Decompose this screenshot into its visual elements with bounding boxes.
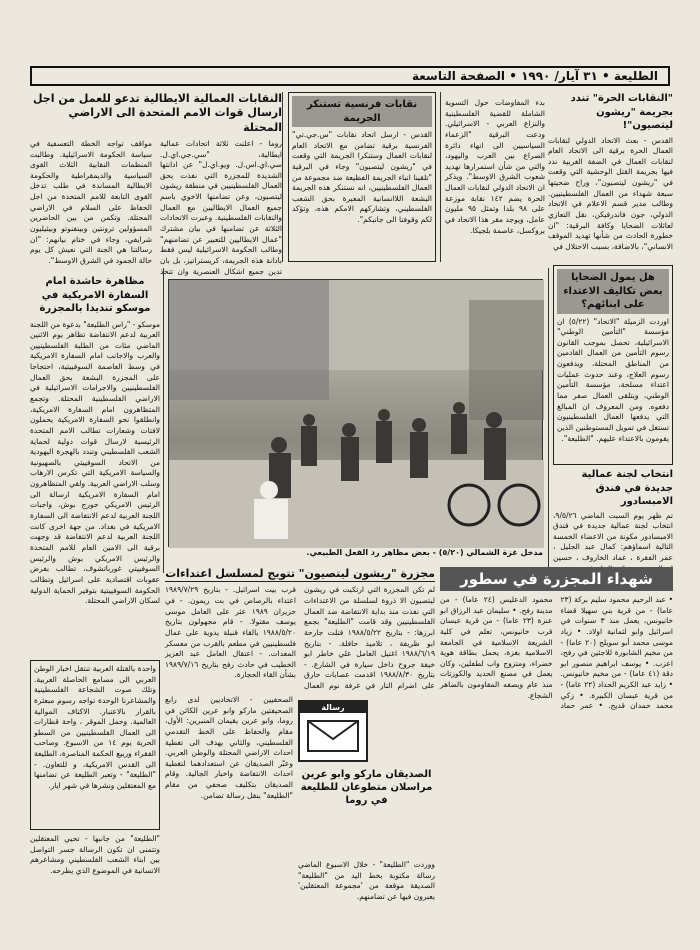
envelope-icon [300, 713, 366, 757]
article-headline: مظاهرة حاشدة امام السفارة الامريكية في موسكو تنديدا بالمجزرة [39, 276, 151, 314]
article-body: موسكو - "راس الطليعة" بدعوة من اللجنة العربية لدعم الانتفاضة تظاهر يوم الاثنين الماضي مئات من الطلبة الفلسطينيين والعرب والاجانب امام السفارة الامريكية في وسط العاصمة السوفييتية، احتجاجا على المجزرة البشعة بحق العمال الفلسطينيين والاجرامات الاسرائيلية في الاراضي الفلسطينية المحتلة. وتجمع المتظاهرون امام السفارة الامريكية، وانطلقوا نحو السفارة الامريكية يحملون لافتات وشعارات تطالب الامم المتحدة الرئيسية لارسال قوات دولية لحماية الشعب الفلسطيني وتندد بالهجرة اليهودية من الاتحاد السوفييتي بالصهيونية والسياسة الامريكية التي تكرس الارهاب وسلب الاراضي العربية. ولقي المتظاهرون امام السفارة الامريكية ارسالة الى الرئيس الامريكي جورج بوش، واجبات اللجنة العربية لدعم الانتفاضة الى السفارة الامريكية في بغداد. من جهة اخرى كانت اللجنة العربية لدعم الانتفاضة قد وجهت برقية الى الامين العام للامم المتحدة والرئيس الامريكي بوش والرئيس السوفييتي غورباتشوف، تطالب بفرض عقوبات اقتصادية على اسرائيل وتطالب الحكومة السوفييتية بتوفير الحماية الدولية لسكان الاراضي المحتلة. [30, 319, 160, 606]
article-body: اوردت الزميلة "الاتحاد" (٥/٢٢) ان مؤسسة "التأمين الوطني" الاسرائيلية، تحصل بموجب القانون رسوم التأمين من العمال القادمين من المناطق المحتلة، ويدفعون رسوم العلاج، وعند حدوث عمليات اعتداء مسلحة، مؤسسة التأمين الوطني، ويتلقى العمال صفر مما دفعوه. ومن المعروف ان المبالغ التي يدفعها العمال الفلسطينيون تستغل في تمويل المستوطنين الذين يقومون بالاعتداء عليهم. "الطليعة". [557, 316, 669, 443]
article-body: القدس - بعث الاتحاد الدولي لنقابات العمال الحرة برقية الى الاتحاد العام لنقابات العمال في الضفة الغربية ندد فيها بجريمة القتل الوحشية التي وقعت في "ريشون ليتصيون"، وراح ضحيتها سبعة شهداء من العمال الفلسطينيين. وطالب مدير قسم الاعلام في الاتحاد الدولي، جون فاندرفيكن، نقل التعازي لعائلات الضحايا وكافة البرقية: "ان خطورة الحادث من شأنها تهديد الموقف الانساني"، بالاضافة، بسبب الاحتلال في [548, 135, 673, 251]
article-body: • عبد الرحيم محمود سليم بركة (٢٣ عاما) - من قرية بني سهيلا قضاء خانيونس، يعمل منذ ٣ سنوات في اسرائيل وابو لثمانية اولاد. • زياد موسى محمد أبو سويلح (٢٠ عاما) - من مخيم الشابورة للاجئين في رفح، اعزب. • يوسف ابراهيم منصور ابو دقة (٤١ عاما) - من مخيم خانيونس. • زايد عبد الكريم الحداد (٢٢ عاما) - من قرية عبسان الكبيرة. • زكي محمد حمدان قديح. • عمر حماد محمود الدعليس (٢٤ عاما) - من مدينة رفح. • سليمان عبد الرزاق ابو عنزة (٢٣ عاما) - من قرية عبسان قرب خانيونس، تعلم في كلية الشريعة الاسلامية في الجامعة الاسلامية بغزة، يحمل بطاقة هوية خضراء، ومتزوج واب لطفلين، وكان يعمل في مصنع الحديد والكوزتات منذ عام ويصفه المقاومون بالضاهر الشجاع. [440, 595, 674, 711]
column-rule [282, 92, 283, 262]
stamp-label: رسالة [300, 702, 366, 713]
article-solidarity [30, 660, 160, 830]
article-body: "الطليعة" من جانبها - تحيي المعتقلين وتتمنى ان تكون الرسالة جسر التواصل بين ابناء الشعب الفلسطيني ومشاعرهم الانسانية في الموضوع الذي يطرحه. [30, 834, 160, 875]
article-new-committee [553, 468, 673, 568]
letter-stamp [298, 700, 368, 762]
column-rule [440, 92, 441, 262]
article-body: القدس - ارسل اتحاد نقابات "س.جي.تي" الفرنسية برقية تضامن مع الاتحاد العام لنقابات العمال وستنكرا الجريمة التي وقعت في "ريشون ليتصيون" وجاء في البرقية "تلقينا انباء الجريمة الفظيعة ضد مجموعة من العمال الفلسطينيين، انه نستنكر هذه الجريمة البشعة اللاانسانية المعبرة بحق الشعب الفلسطيني، وتشاركهم الامكم هذه، وتؤكد لكم وقوفنا الى جانبكم". [292, 130, 432, 225]
article-body: الصحفيين - الاتحاديين لدى رابع الصحيفتين ماركو وابو عرين الكائن في روما، وابو عرين يقيمان المنبرين: الأول، مقام والحفاظ على الخط التقدمي الفلسطيني، والثاني يهدف الى تغطية احداث الاراضي المحتلة والوطن العربي. وعبّر الصديقان عن استعدادهما لتغطية احداث الانتفاضة واخبار الجالية. وقام الصديقان بتكليف صحفي من مقام "الطليعة" بنقل رسالة تضامن. [165, 695, 293, 800]
article-headline: انتخاب لجنة عمالية جديدة في فندق الامبسادور [581, 469, 673, 507]
page-header-title: الطليعة • ٣١ آيار/ ١٩٩٠ • الصفحة التاسعة [411, 69, 658, 83]
article-body: لم تكن المجزرة التي ارتكبت في ريشون ليتصيون الا ذروة لسلسلة من الاعتداءات التي نفذت منذ بداية الانتفاضة ضد العمال الفلسطينيين وقد قامت "الطليعة" بجمع ابرزها: - بتاريخ ١٩٨٨/٥/٢٢ قتلت جارحة ابو ظريفة ، تلاميذ حافلة. - بتاريخ ١٩٨٨/٦/١٩ اغتيل العامل علي خاطر ابو خيفة جروح داخل سيارة في الشارع. - بتاريخ ١٩٨٨/٨/٣٠ اقدمت عصابات حارق على اضرام النار في غرفة نوم العمال قرب بيت اسرائيل. - بتاريخ ١٩٨٩/٧/٢٩ اعتداء بالرصاص في بت ريمون. - في حزيران ١٩٨٩ عثر على العامل موسى يوسف مقتولا. - قام مجهولون بتاريخ ١٩٨٨/٥/٢٠ بالقاء قنبلة يدوية على عمال فلسطينيين في مطعم بالقرب من معسكر المعدات. - اعتقال العامل عبد العزيز الخطيب في حادث رفح بتاريخ ١٩٨٩/٧/١٦ بشأن القاء الحجارة. [165, 585, 435, 691]
column-rule [548, 268, 549, 573]
article-free-unions [548, 92, 673, 262]
article-martyrs [440, 567, 673, 937]
article-body: واحدة بالقتلة العربية تنتقل اخبار الوطن العربي الى مسامع الحاصلة العربية. وتلك صوت الشجاعة الفلسطينية والمشاعرنا الوحدة تواجه رسوم مبعثرة بالقرار بالاعتبار. الاكتاف الموالية العالمية. وحمل الموقر ، واحة قطارات الى العمال الفلسطينيين من السطو الحرية يوم ١٤ من الاسبوع. وصاحب الفقراء وربيع الحكمة المناصرة، الطليعة الى القدس الامريكية، و للتعاون. - "الطليعة" - وتعبر الطليعة عن تضامنها مع المعتقلين ونشرها في شهر ايار. [34, 664, 156, 791]
article-body: روما - اعلنت ثلاثة اتحادات عمالية ايطالية، "سي.جي.اي.ل. سي.اي.اس.ل. ويو.اي.ل" عن ادانتها الشديدة للمجزرة التي نفذت بحق العمال الفلسطينيين في منطقة ريشون ليتصيون، وعن تضامنها الاخوي باسم جميع العمال الايطاليين مع العمال والنقابات الفلسطينية. وعبرت الاتحادات الثلاثة عن تضامنها في بيان مشترك "عمال الايطاليين للتعبير عن تضامنهم" وطالب الحكومة الاسرائيلية ليس فقط بادانة هذه الجريمة، كريستراتيز، بل بان تدين جميع اشكال العنصرية وان تتخذ مواقف تواجه الخطة التعسفية في سياسة الحكومة الاسرائيلية. وطالبت المنظمات النقابية الثلاث القوى السياسية والديمقراطية والحكومة الايطالية المساندة في طلب تدخل القوى التابعة للامم المتحدة من اجل الحفاظ على السلام في الاراضي المحتلة. وتكمن من بين الحاضرين المسؤولين ترونتين وبينفنوتو وبيثيليون شرايفي، وجاء في ختام بيانهم: "ان رسالتنا هي الجنة التي نعيش كل يوم حالة الجمود في الشرق الاوسط". [30, 138, 282, 276]
article-free-unions-continued [445, 98, 545, 262]
article-marco-note [298, 860, 435, 935]
article-headline: النقابات العمالية الايطالية تدعو للعمل من اجل ارسال قوات الامم المتحدة الى الاراضي المحتلة [32, 92, 282, 134]
article-massacre-series [165, 567, 435, 691]
article-marco-body [165, 695, 293, 935]
article-headline: هل يمول الضحايا بعض تكاليف الاعتداء على ابنائهم؟ [557, 269, 669, 314]
article-moscow [30, 275, 160, 655]
news-photo [168, 279, 543, 547]
article-body: بدء المفاوضات حول التسوية الشاملة للقضية الفلسطينية والنزاع العربي - الاسرائيلي. ودعت البرقية "الزعماء السياسيين الى انهاء دائرة الصراع بين العرب واليهود، والتي من شأن استمرارها تهديد شعوب الشرق الاوسط". ويذكر ان الاتحاد الدولي لنقابات العمال الحرة يضم ١٤٢ نقابة موزعة على ٩٨ بلدا وتمثل ٩٥ مليون عامل، ويوجد مقر هذا الاتحاد في بروكسل، عاصمة بلجيكا. [445, 98, 546, 235]
article-taliah-note [30, 834, 160, 934]
article-victims-costs [553, 265, 673, 465]
article-headline: "النقابات الحرة" تندد بجريمة "ريشون ليتصيون"! [570, 93, 673, 131]
article-body: تم ظهر يوم السبت الماضي ٩/٥/٢٦، انتخاب لجنة عمالية جديدة في فندق الامبسادور مكونة من الاعضاء الخمسة التالية اسماؤهم: كمال عبد الجليل ، عمر الفقرة ، عماد الخاروف ، حسين [553, 510, 673, 563]
column-rule [163, 268, 164, 573]
article-italian-unions [30, 92, 282, 276]
article-headline: الصديقان ماركو وابو عرين مراسلان متطوعان للطليعة في روما [300, 769, 433, 806]
article-french-unions [288, 92, 436, 262]
photo-caption: مدخل غزة الشمالي (٥/٢٠) - بعض مظاهر رد الفعل الطبيعي. [306, 548, 543, 557]
page-header [30, 66, 670, 86]
article-headline: شهداء المجزرة في سطور [440, 567, 673, 591]
article-headline: نقابات فرنسية تستنكر الجريمة [292, 96, 432, 127]
crowd-scene-illustration [169, 280, 544, 548]
article-body: ووردت "الطليعة" - خلال الاسبوع الماضي رسالة مكتوبة بخط اليد من "الطليعة" الصديقة موقعة من 'مجموعة المعتقلين' يعبرون فيها عن تضامنهم. [298, 860, 435, 901]
article-marco-headline [298, 768, 435, 828]
article-headline: مجزرة "ريشون ليتصيون" تتويج لمسلسل اعتداءات [165, 567, 435, 582]
